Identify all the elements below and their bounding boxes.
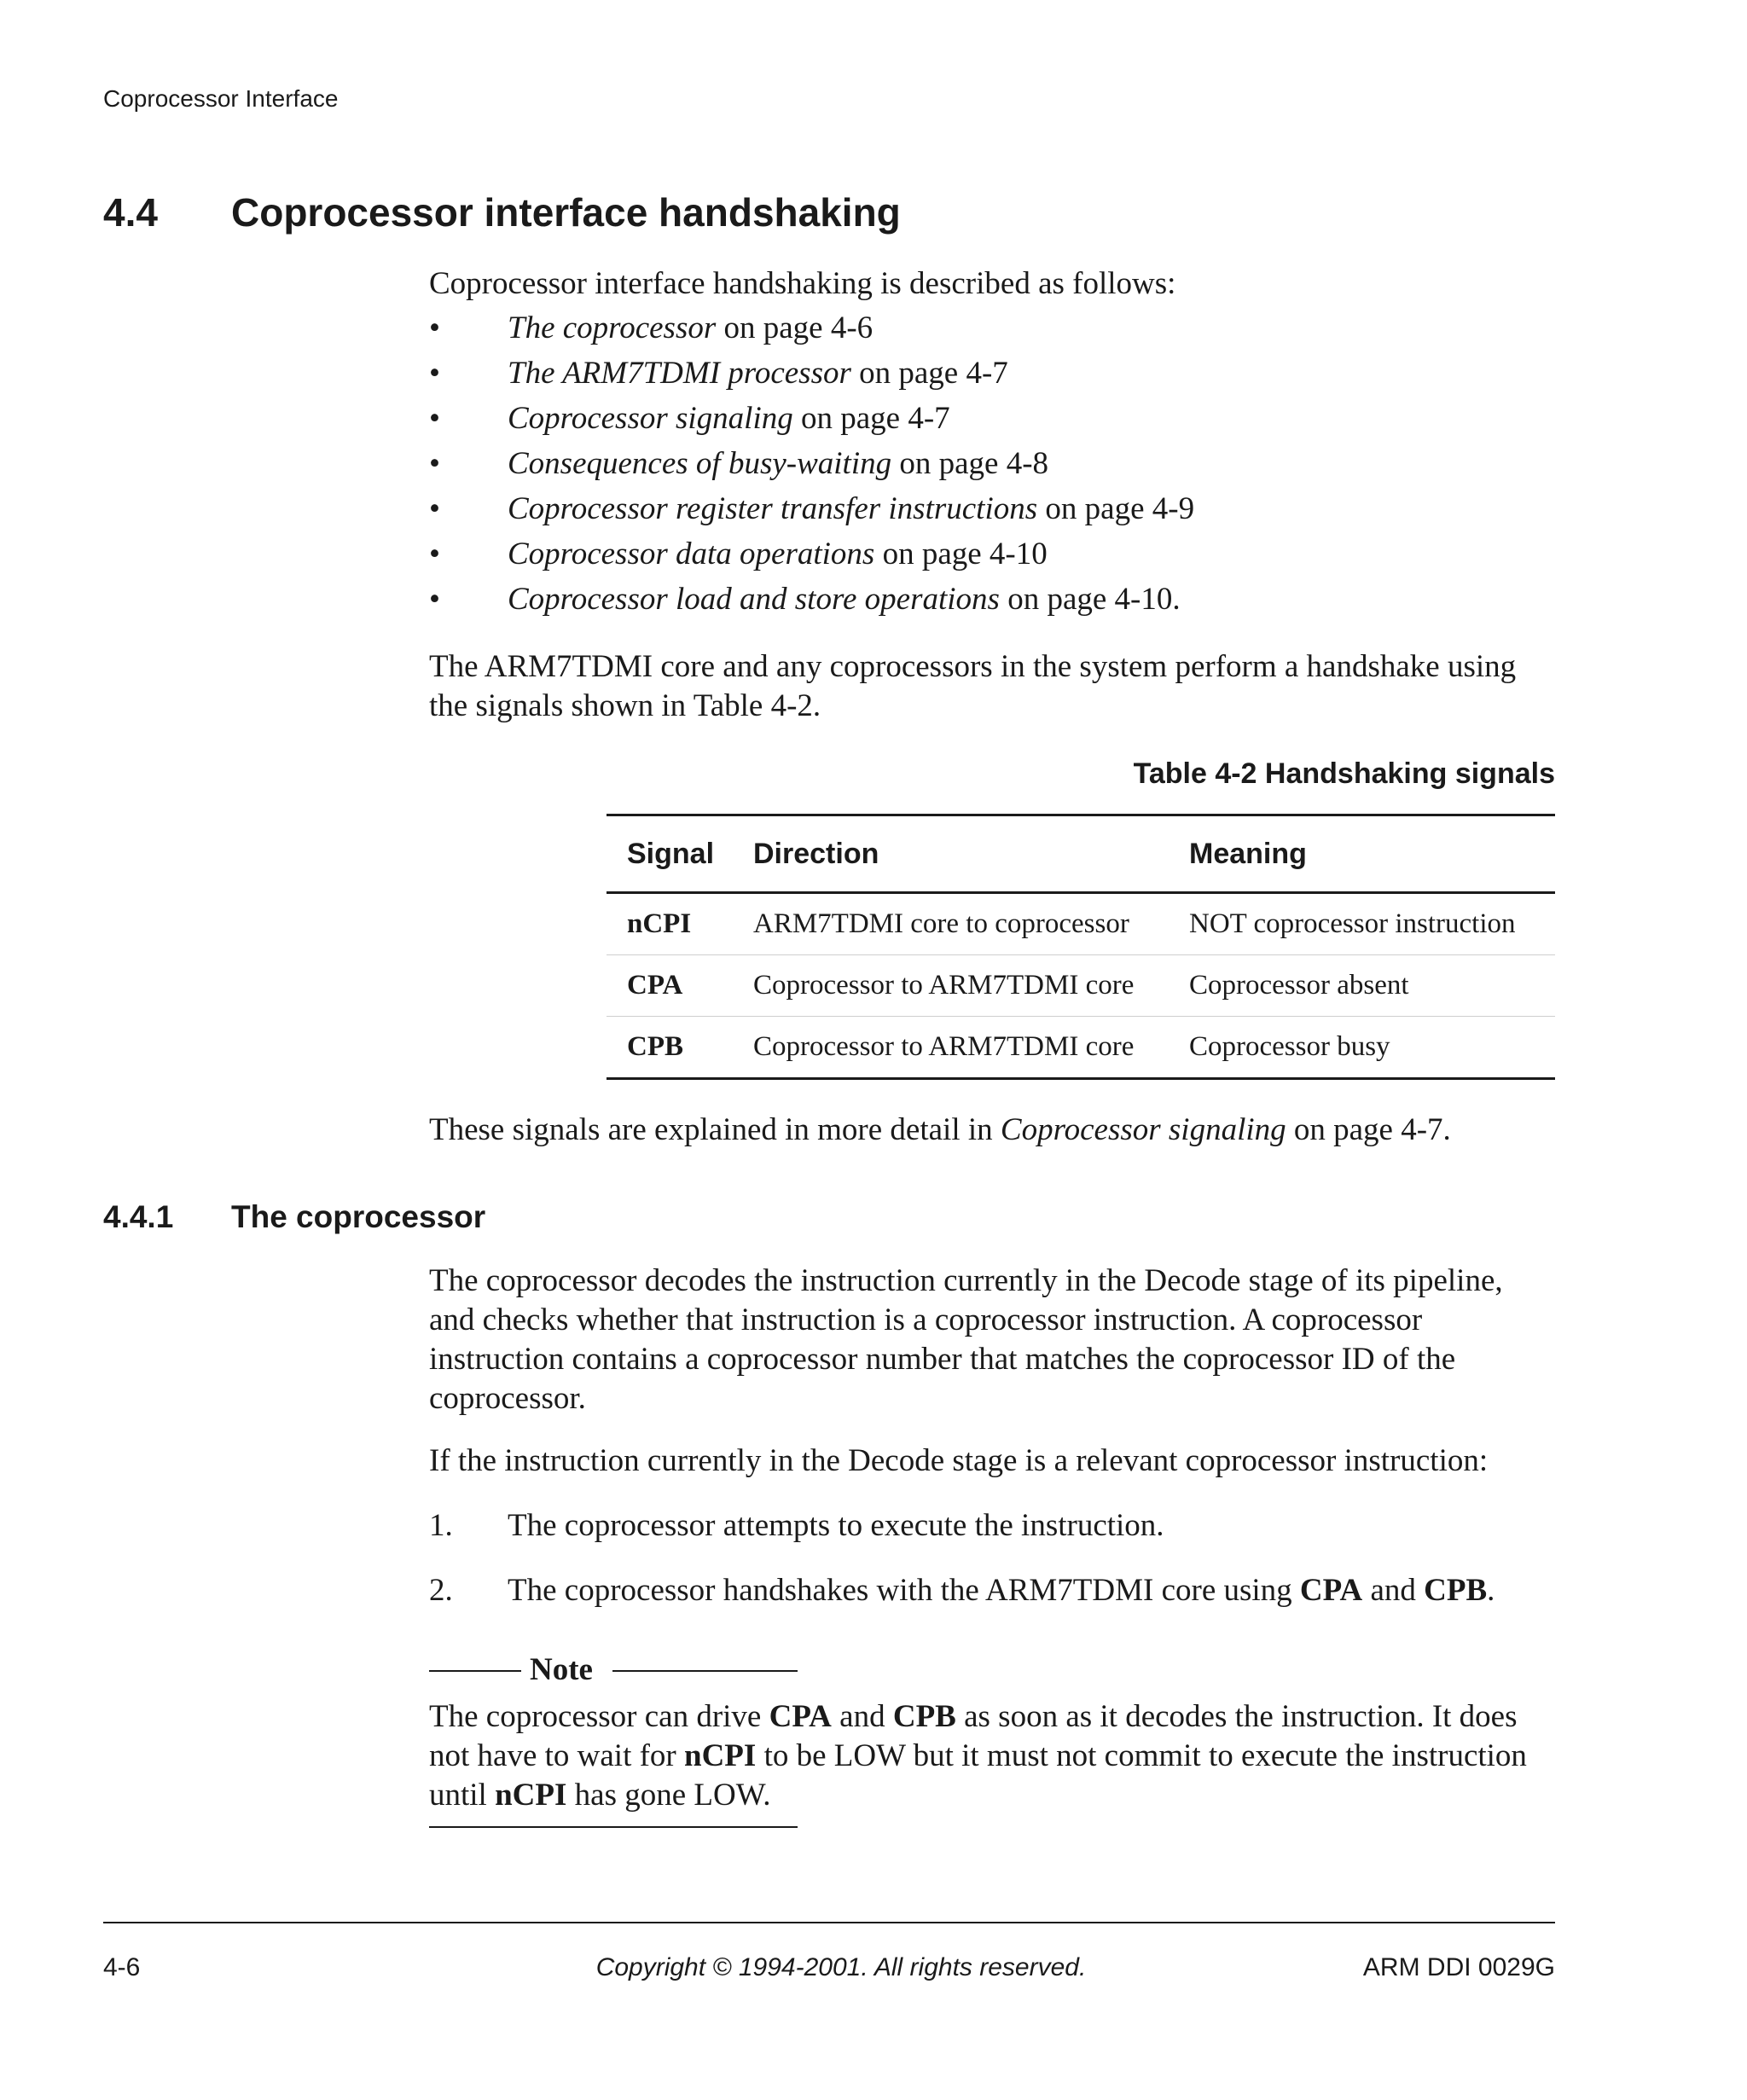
note-rule-bottom — [429, 1826, 798, 1828]
xref-title[interactable]: The coprocessor — [508, 310, 717, 345]
bullet: • — [429, 582, 440, 617]
document-id: ARM DDI 0029G — [1362, 1953, 1555, 1981]
explained-text-before: These signals are explained in more detail in — [429, 1112, 1001, 1147]
section-number: 4.4 — [103, 190, 158, 235]
note-text: as soon as it decodes the instruction. It does not have to wait for — [429, 1699, 1518, 1773]
signal-cell: CPB — [627, 1031, 683, 1062]
note-rule-left — [429, 1670, 521, 1672]
direction-cell: Coprocessor to ARM7TDMI core — [753, 1031, 1135, 1062]
xref-title[interactable]: The ARM7TDMI processor — [508, 356, 851, 391]
table-row — [607, 1017, 1555, 1079]
xref-page: on page 4-6 — [716, 310, 874, 345]
note-body — [429, 1697, 1555, 1815]
handshake-paragraph: The ARM7TDMI core and any coprocessors in the system perform a handshake using the signals shown in Table 4-2. — [429, 649, 1517, 723]
xref-page: on page 4-9 — [1037, 491, 1195, 526]
numbered-step — [429, 1571, 1555, 1610]
xref-page: on page 4-8 — [891, 446, 1049, 481]
direction-cell: Coprocessor to ARM7TDMI core — [753, 970, 1135, 1001]
cpa-signal: CPA — [1299, 1573, 1363, 1608]
if-paragraph: If the instruction currently in the Decode stage is a relevant coprocessor instruction: — [429, 1443, 1489, 1478]
step-text — [508, 1571, 1495, 1610]
subsection-title: The coprocessor — [231, 1199, 486, 1234]
signal-cell: nCPI — [627, 908, 692, 939]
meaning-cell: Coprocessor busy — [1189, 1031, 1390, 1062]
column-header-direction: Direction — [753, 837, 879, 870]
note-text: has gone LOW. — [566, 1778, 771, 1813]
intro-paragraph: Coprocessor interface handshaking is described as follows: — [429, 266, 1176, 301]
copyright-notice: Copyright © 1994-2001. All rights reserved. — [595, 1953, 1087, 1981]
signal-cell: CPA — [627, 970, 683, 1001]
running-head: Coprocessor Interface — [103, 85, 339, 112]
bullet: • — [429, 491, 440, 526]
list-item[interactable] — [429, 486, 1555, 531]
column-header-meaning: Meaning — [1189, 837, 1307, 870]
direction-cell: ARM7TDMI core to coprocessor — [753, 908, 1129, 939]
bullet: • — [429, 446, 440, 481]
bullet: • — [429, 537, 440, 571]
page-number: 4-6 — [103, 1953, 141, 1981]
list-item[interactable] — [429, 305, 1555, 351]
handshaking-signals-table — [607, 814, 1555, 1080]
section-title: Coprocessor interface handshaking — [231, 190, 901, 235]
bullet: • — [429, 310, 440, 345]
table-row — [607, 955, 1555, 1017]
cpb-signal: CPB — [1424, 1573, 1488, 1608]
note-text: and — [831, 1699, 893, 1734]
table-header-row — [607, 815, 1555, 893]
ncpi-signal: nCPI — [495, 1778, 567, 1813]
step-text: The coprocessor attempts to execute the instruction. — [508, 1508, 1164, 1543]
table-row — [607, 893, 1555, 955]
step-text-part: . — [1487, 1573, 1495, 1608]
note-text: to be LOW but it must not commit to execute the instruction until — [429, 1738, 1527, 1813]
numbered-step — [429, 1506, 1555, 1546]
step-text-part: and — [1362, 1573, 1425, 1608]
xref-page: on page 4-10 — [874, 537, 1048, 571]
section-contents-list — [429, 305, 1555, 622]
explained-paragraph — [429, 1111, 1555, 1150]
list-item[interactable] — [429, 577, 1555, 622]
decode-paragraph: The coprocessor decodes the instruction currently in the Decode stage of its pipeline, and checks whether that instruction is a coprocessor instruction. A coprocessor instruction contains a coprocessor number that matches the coprocessor ID of the coprocessor. — [429, 1263, 1503, 1416]
subsection-number: 4.4.1 — [103, 1199, 174, 1234]
meaning-cell: NOT coprocessor instruction — [1189, 908, 1516, 939]
note-label: Note — [530, 1652, 593, 1687]
xref-title[interactable]: Coprocessor signaling — [508, 401, 793, 436]
footer-rule — [103, 1922, 1555, 1923]
cpb-signal: CPB — [892, 1699, 956, 1734]
xref-page: on page 4-7 — [792, 401, 950, 436]
cpa-signal: CPA — [769, 1699, 832, 1734]
xref-title[interactable]: Consequences of busy-waiting — [508, 446, 892, 481]
xref-page: on page 4-10. — [999, 582, 1181, 617]
column-header-signal: Signal — [627, 837, 715, 870]
bullet: • — [429, 401, 440, 436]
step-text-part: The coprocessor handshakes with the ARM7TDMI core using — [508, 1573, 1300, 1608]
xref-title[interactable]: Coprocessor register transfer instructions — [508, 491, 1038, 526]
xref-page: on page 4-7 — [850, 356, 1008, 391]
list-item[interactable] — [429, 351, 1555, 396]
xref-title[interactable]: Coprocessor data operations — [508, 537, 875, 571]
xref-title[interactable]: Coprocessor load and store operations — [508, 582, 1000, 617]
bullet: • — [429, 356, 440, 391]
explained-text-after: on page 4-7. — [1286, 1112, 1451, 1147]
table-caption: Table 4-2 Handshaking signals — [1133, 757, 1555, 790]
meaning-cell: Coprocessor absent — [1189, 970, 1409, 1001]
list-item[interactable] — [429, 531, 1555, 577]
list-item[interactable] — [429, 441, 1555, 486]
coprocessor-signaling-link[interactable]: Coprocessor signaling — [1000, 1112, 1286, 1147]
note-heading — [429, 1650, 798, 1690]
step-number: 1. — [429, 1508, 453, 1543]
list-item[interactable] — [429, 396, 1555, 441]
note-text: The coprocessor can drive — [429, 1699, 769, 1734]
ncpi-signal: nCPI — [684, 1738, 757, 1773]
step-number: 2. — [429, 1573, 453, 1608]
note-rule-right — [612, 1670, 798, 1672]
